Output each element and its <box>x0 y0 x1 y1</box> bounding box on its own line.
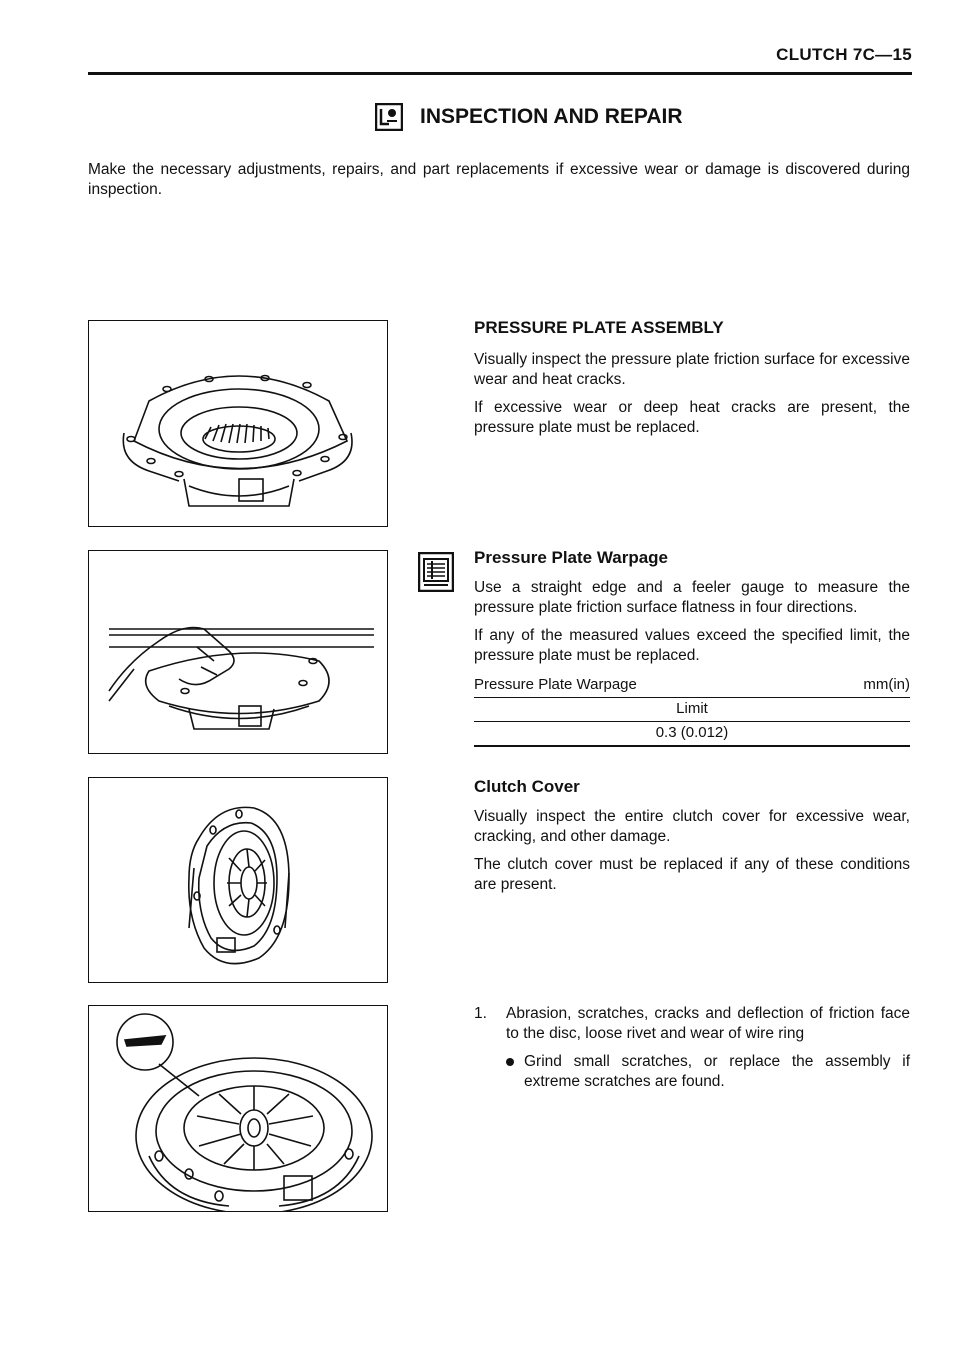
bullet-dot-icon <box>506 1058 514 1066</box>
spec-limit-value: 0.3 (0.012) <box>474 722 910 747</box>
clutch-cover-paragraph-2: The clutch cover must be replaced if any of these conditions are present. <box>474 856 910 893</box>
clutch-cover-friction-figure <box>88 1005 388 1212</box>
clutch-cover-drawing <box>89 778 387 982</box>
warpage-paragraph-1: Use a straight edge and a feeler gauge to measure the pressure plate friction surface flatness in four directions. <box>474 579 910 616</box>
pressure-plate-paragraph-2: If excessive wear or deep heat cracks are present, the pressure plate must be replaced. <box>474 399 910 436</box>
pressure-plate-heading: PRESSURE PLATE ASSEMBLY <box>474 318 724 337</box>
list-item-number: 1. <box>474 1005 487 1022</box>
spec-column-limit: Limit <box>474 698 910 722</box>
inspection-icon <box>375 103 403 131</box>
list-item <box>474 1004 910 1044</box>
clutch-cover-paragraph-1: Visually inspect the entire clutch cover for excessive wear, cracking, and other damage. <box>474 808 910 845</box>
friction-face-section <box>474 1004 910 1092</box>
clutch-cover-heading: Clutch Cover <box>474 777 580 796</box>
bullet-item <box>474 1052 910 1092</box>
clutch-cover-section <box>474 777 910 903</box>
clutch-cover-figure <box>88 777 388 983</box>
clutch-cover-friction-face-drawing <box>89 1006 387 1211</box>
spec-table-title: Pressure Plate Warpage <box>474 674 813 698</box>
pressure-plate-section <box>474 318 910 446</box>
inspection-list <box>474 1004 910 1044</box>
header-rule <box>88 72 912 75</box>
warpage-paragraph-2: If any of the measured values exceed the specified limit, the pressure plate must be replaced. <box>474 627 910 664</box>
warpage-section <box>474 548 910 747</box>
section-title: INSPECTION AND REPAIR <box>420 105 683 128</box>
spec-value-row <box>474 722 910 747</box>
specification-icon <box>418 552 454 592</box>
pressure-plate-assembly-figure <box>88 320 388 527</box>
list-item-text: Abrasion, scratches, cracks and deflection of friction face to the disc, loose rivet and wear of wire ring <box>506 1005 910 1042</box>
warpage-spec-table <box>474 674 910 747</box>
straight-edge-figure <box>88 550 388 754</box>
bullet-item-text: Grind small scratches, or replace the assembly if extreme scratches are found. <box>524 1053 910 1090</box>
straight-edge-feeler-gauge-drawing <box>89 551 387 753</box>
pressure-plate-paragraph-1: Visually inspect the pressure plate friction surface for excessive wear and heat cracks. <box>474 351 910 388</box>
spec-table-unit: mm(in) <box>813 674 910 698</box>
warpage-heading: Pressure Plate Warpage <box>474 548 669 567</box>
spec-title-row <box>474 674 910 698</box>
intro-paragraph: Make the necessary adjustments, repairs, and part replacements if excessive wear or damage is discovered during inspection. <box>88 161 910 198</box>
spec-header-row <box>474 698 910 722</box>
page-header: CLUTCH 7C—15 <box>776 45 912 64</box>
pressure-plate-assembly-drawing <box>89 321 387 526</box>
